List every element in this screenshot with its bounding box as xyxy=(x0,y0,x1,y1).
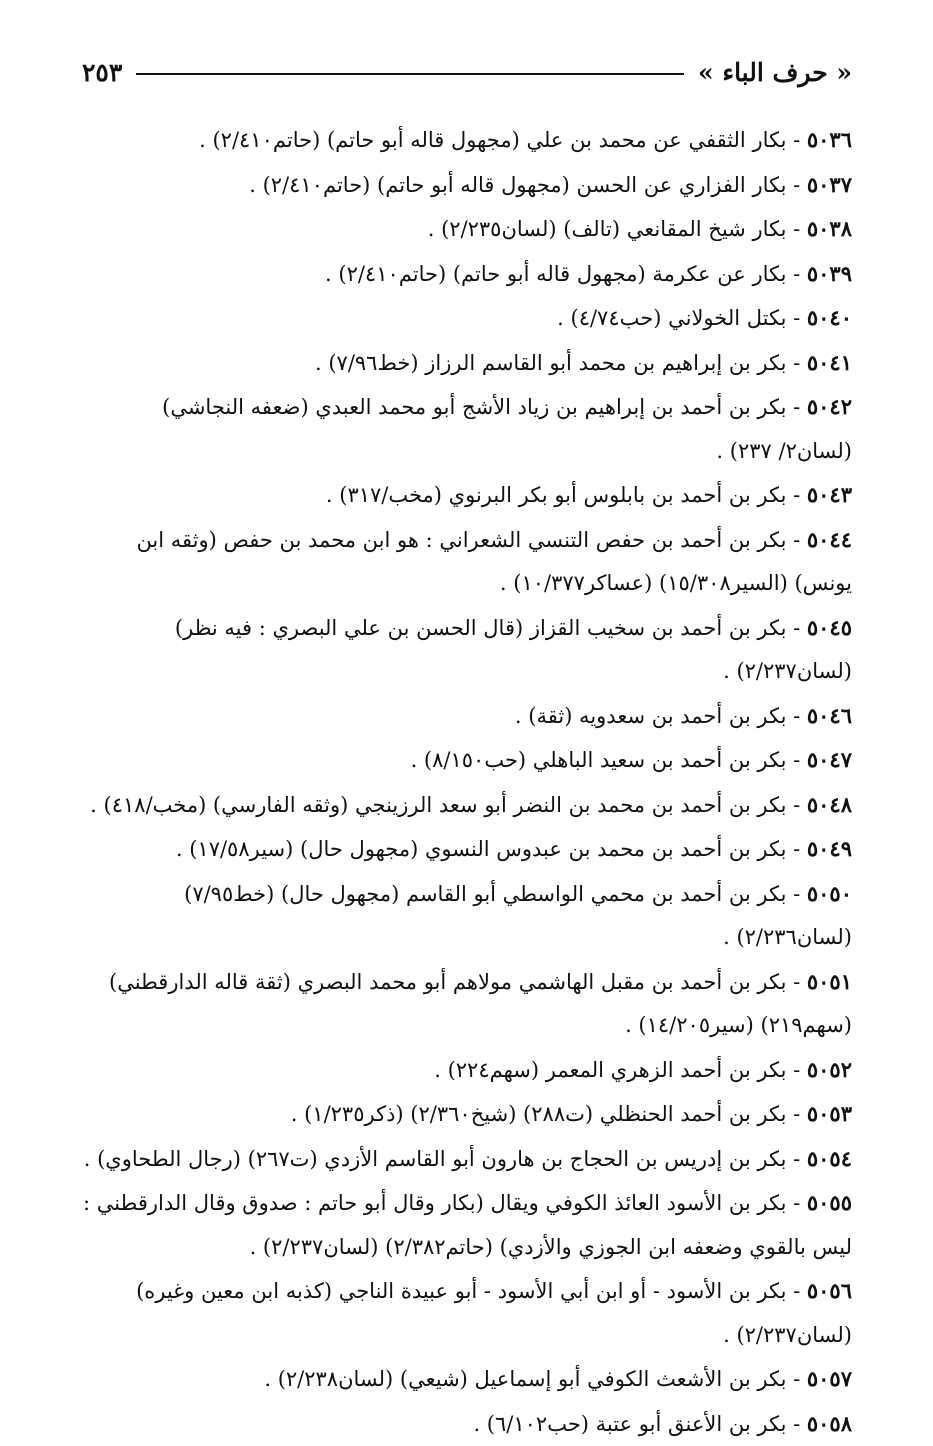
entry-number: ٥٠٥٥ xyxy=(807,1190,852,1215)
entry xyxy=(82,872,852,960)
entry xyxy=(82,207,852,252)
entry xyxy=(82,518,852,606)
entry-number: ٥٠٥٣ xyxy=(807,1101,852,1126)
entry xyxy=(82,960,852,1048)
entry-number: ٥٠٤٧ xyxy=(807,747,852,772)
entry xyxy=(82,1357,852,1402)
entry-text: - بكار الثقفي عن محمد بن علي (مجهول قاله أبو حاتم) (حاتم٢/٤١٠) . xyxy=(199,128,807,152)
entry-number: ٥٠٤٢ xyxy=(807,394,852,419)
entry-text: - بكر بن أحمد بن محمد بن عبدوس النسوي (مجهول حال) (سير١٧/٥٨) . xyxy=(176,837,807,861)
entry-text: - بكتل الخولاني (حب٤/٧٤) . xyxy=(557,306,807,330)
entry xyxy=(82,1181,852,1269)
entry xyxy=(82,1269,852,1357)
entry xyxy=(82,783,852,828)
page-header xyxy=(82,52,852,92)
entry-number: ٥٠٥٢ xyxy=(807,1057,852,1082)
entry xyxy=(82,296,852,341)
entry-list xyxy=(82,118,852,1446)
entry-text: - بكار الفزاري عن الحسن (مجهول قاله أبو حاتم) (حاتم٢/٤١٠) . xyxy=(249,173,807,197)
entry xyxy=(82,473,852,518)
entry-text: - بكر بن أحمد بن مقبل الهاشمي مولاهم أبو محمد البصري (ثقة قاله الدارقطني) (سهم٢١٩) (سير١٤/٢٠٥) . xyxy=(109,970,852,1038)
entry xyxy=(82,118,852,163)
entry-number: ٥٠٣٧ xyxy=(807,172,852,197)
entry-text: - بكار شيخ المقانعي (تالف) (لسان٢/٢٣٥) . xyxy=(428,217,807,241)
entry-number: ٥٠٤٤ xyxy=(807,527,852,552)
entry-text: - بكر بن أحمد بن سعدويه (ثقة) . xyxy=(515,704,807,728)
entry-text: - بكر بن أحمد الزهري المعمر (سهم٢٢٤) . xyxy=(434,1058,807,1082)
page-number: ٢٥٣ xyxy=(82,58,136,87)
entry xyxy=(82,1402,852,1446)
entry xyxy=(82,341,852,386)
entry-text: - بكر بن أحمد بن سخيب القزاز (قال الحسن بن علي البصري : فيه نظر) (لسان٢/٢٣٧) . xyxy=(175,616,852,684)
entry-text: - بكر بن أحمد بن حفص التنسي الشعراني : هو ابن محمد بن حفص (وثقه ابن يونس) (السير١٥/٣٠٨) (عساكر١٠/٣٧٧) . xyxy=(136,528,852,596)
entry xyxy=(82,1137,852,1182)
entry-text: - بكر بن أحمد الحنظلي (ت٢٨٨) (شيخ٢/٣٦٠) (ذكر١/٢٣٥) . xyxy=(291,1102,807,1126)
entry-number: ٥٠٤٥ xyxy=(807,615,852,640)
entry-text: - بكار عن عكرمة (مجهول قاله أبو حاتم) (حاتم٢/٤١٠) . xyxy=(325,262,807,286)
entry-text: - بكر بن أحمد بن محمي الواسطي أبو القاسم (مجهول حال) (خط٧/٩٥) (لسان٢/٢٣٦) . xyxy=(184,882,852,950)
entry-number: ٥٠٣٨ xyxy=(807,216,852,241)
entry-number: ٥٠٥٠ xyxy=(807,881,852,906)
entry xyxy=(82,738,852,783)
entry-number: ٥٠٤٨ xyxy=(807,792,852,817)
entry-text: - بكر بن الأسود - أو ابن أبي الأسود - أبو عبيدة الناجي (كذبه ابن معين وغيره) (لسان٢/٢٣٧) . xyxy=(136,1279,852,1347)
entry-number: ٥٠٥٤ xyxy=(807,1146,852,1171)
entry-text: - بكر بن أحمد بن بابلوس أبو بكر البرنوي (مخب/٣١٧) . xyxy=(326,483,807,507)
entry-number: ٥٠٤٠ xyxy=(807,305,852,330)
entry-number: ٥٠٣٩ xyxy=(807,261,852,286)
entry-text: - بكر بن أحمد بن سعيد الباهلي (حب٨/١٥٠) . xyxy=(411,748,807,772)
chapter-title: « حرف الباء » xyxy=(684,58,852,87)
entry-number: ٥٠٥١ xyxy=(807,969,852,994)
entry-text: - بكر بن الأسود العائذ الكوفي ويقال (بكار وقال أبو حاتم : صدوق وقال الدارقطني : ليس بالقوي وضعفه ابن الجوزي والأزدي) (حاتم٢/٣٨٢) (لسان٢/٢٣٧) . xyxy=(83,1191,852,1259)
entry-number: ٥٠٥٨ xyxy=(807,1411,852,1436)
entry-text: - بكر بن الأعنق أبو عتبة (حب٦/١٠٢) . xyxy=(473,1412,806,1436)
entry-text: - بكر بن الأشعث الكوفي أبو إسماعيل (شيعي) (لسان٢/٢٣٨) . xyxy=(264,1367,807,1391)
entry-number: ٥٠٤٣ xyxy=(807,482,852,507)
entry-text: - بكر بن أحمد بن إبراهيم بن زياد الأشج أبو محمد العبدي (ضعفه النجاشي) (لسان٢/ ٢٣٧) . xyxy=(162,395,852,463)
entry-number: ٥٠٥٧ xyxy=(807,1366,852,1391)
entry-text: - بكر بن أحمد بن محمد بن النضر أبو سعد الرزينجي (وثقه الفارسي) (مخب/٤١٨) . xyxy=(90,793,807,817)
entry xyxy=(82,163,852,208)
entry xyxy=(82,1048,852,1093)
entry-number: ٥٠٥٦ xyxy=(807,1278,852,1303)
entry xyxy=(82,606,852,694)
header-rule xyxy=(136,73,684,75)
entry-number: ٥٠٣٦ xyxy=(807,127,852,152)
entry-number: ٥٠٤٦ xyxy=(807,703,852,728)
entry-text: - بكر بن إبراهيم بن محمد أبو القاسم الرزاز (خط٧/٩٦) . xyxy=(315,351,807,375)
entry xyxy=(82,694,852,739)
entry-text: - بكر بن إدريس بن الحجاج بن هارون أبو القاسم الأزدي (ت٢٦٧) (رجال الطحاوي) . xyxy=(84,1147,807,1171)
entry-number: ٥٠٤١ xyxy=(807,350,852,375)
entry xyxy=(82,385,852,473)
entry xyxy=(82,1092,852,1137)
entry xyxy=(82,827,852,872)
entry xyxy=(82,252,852,297)
entry-number: ٥٠٤٩ xyxy=(807,836,852,861)
